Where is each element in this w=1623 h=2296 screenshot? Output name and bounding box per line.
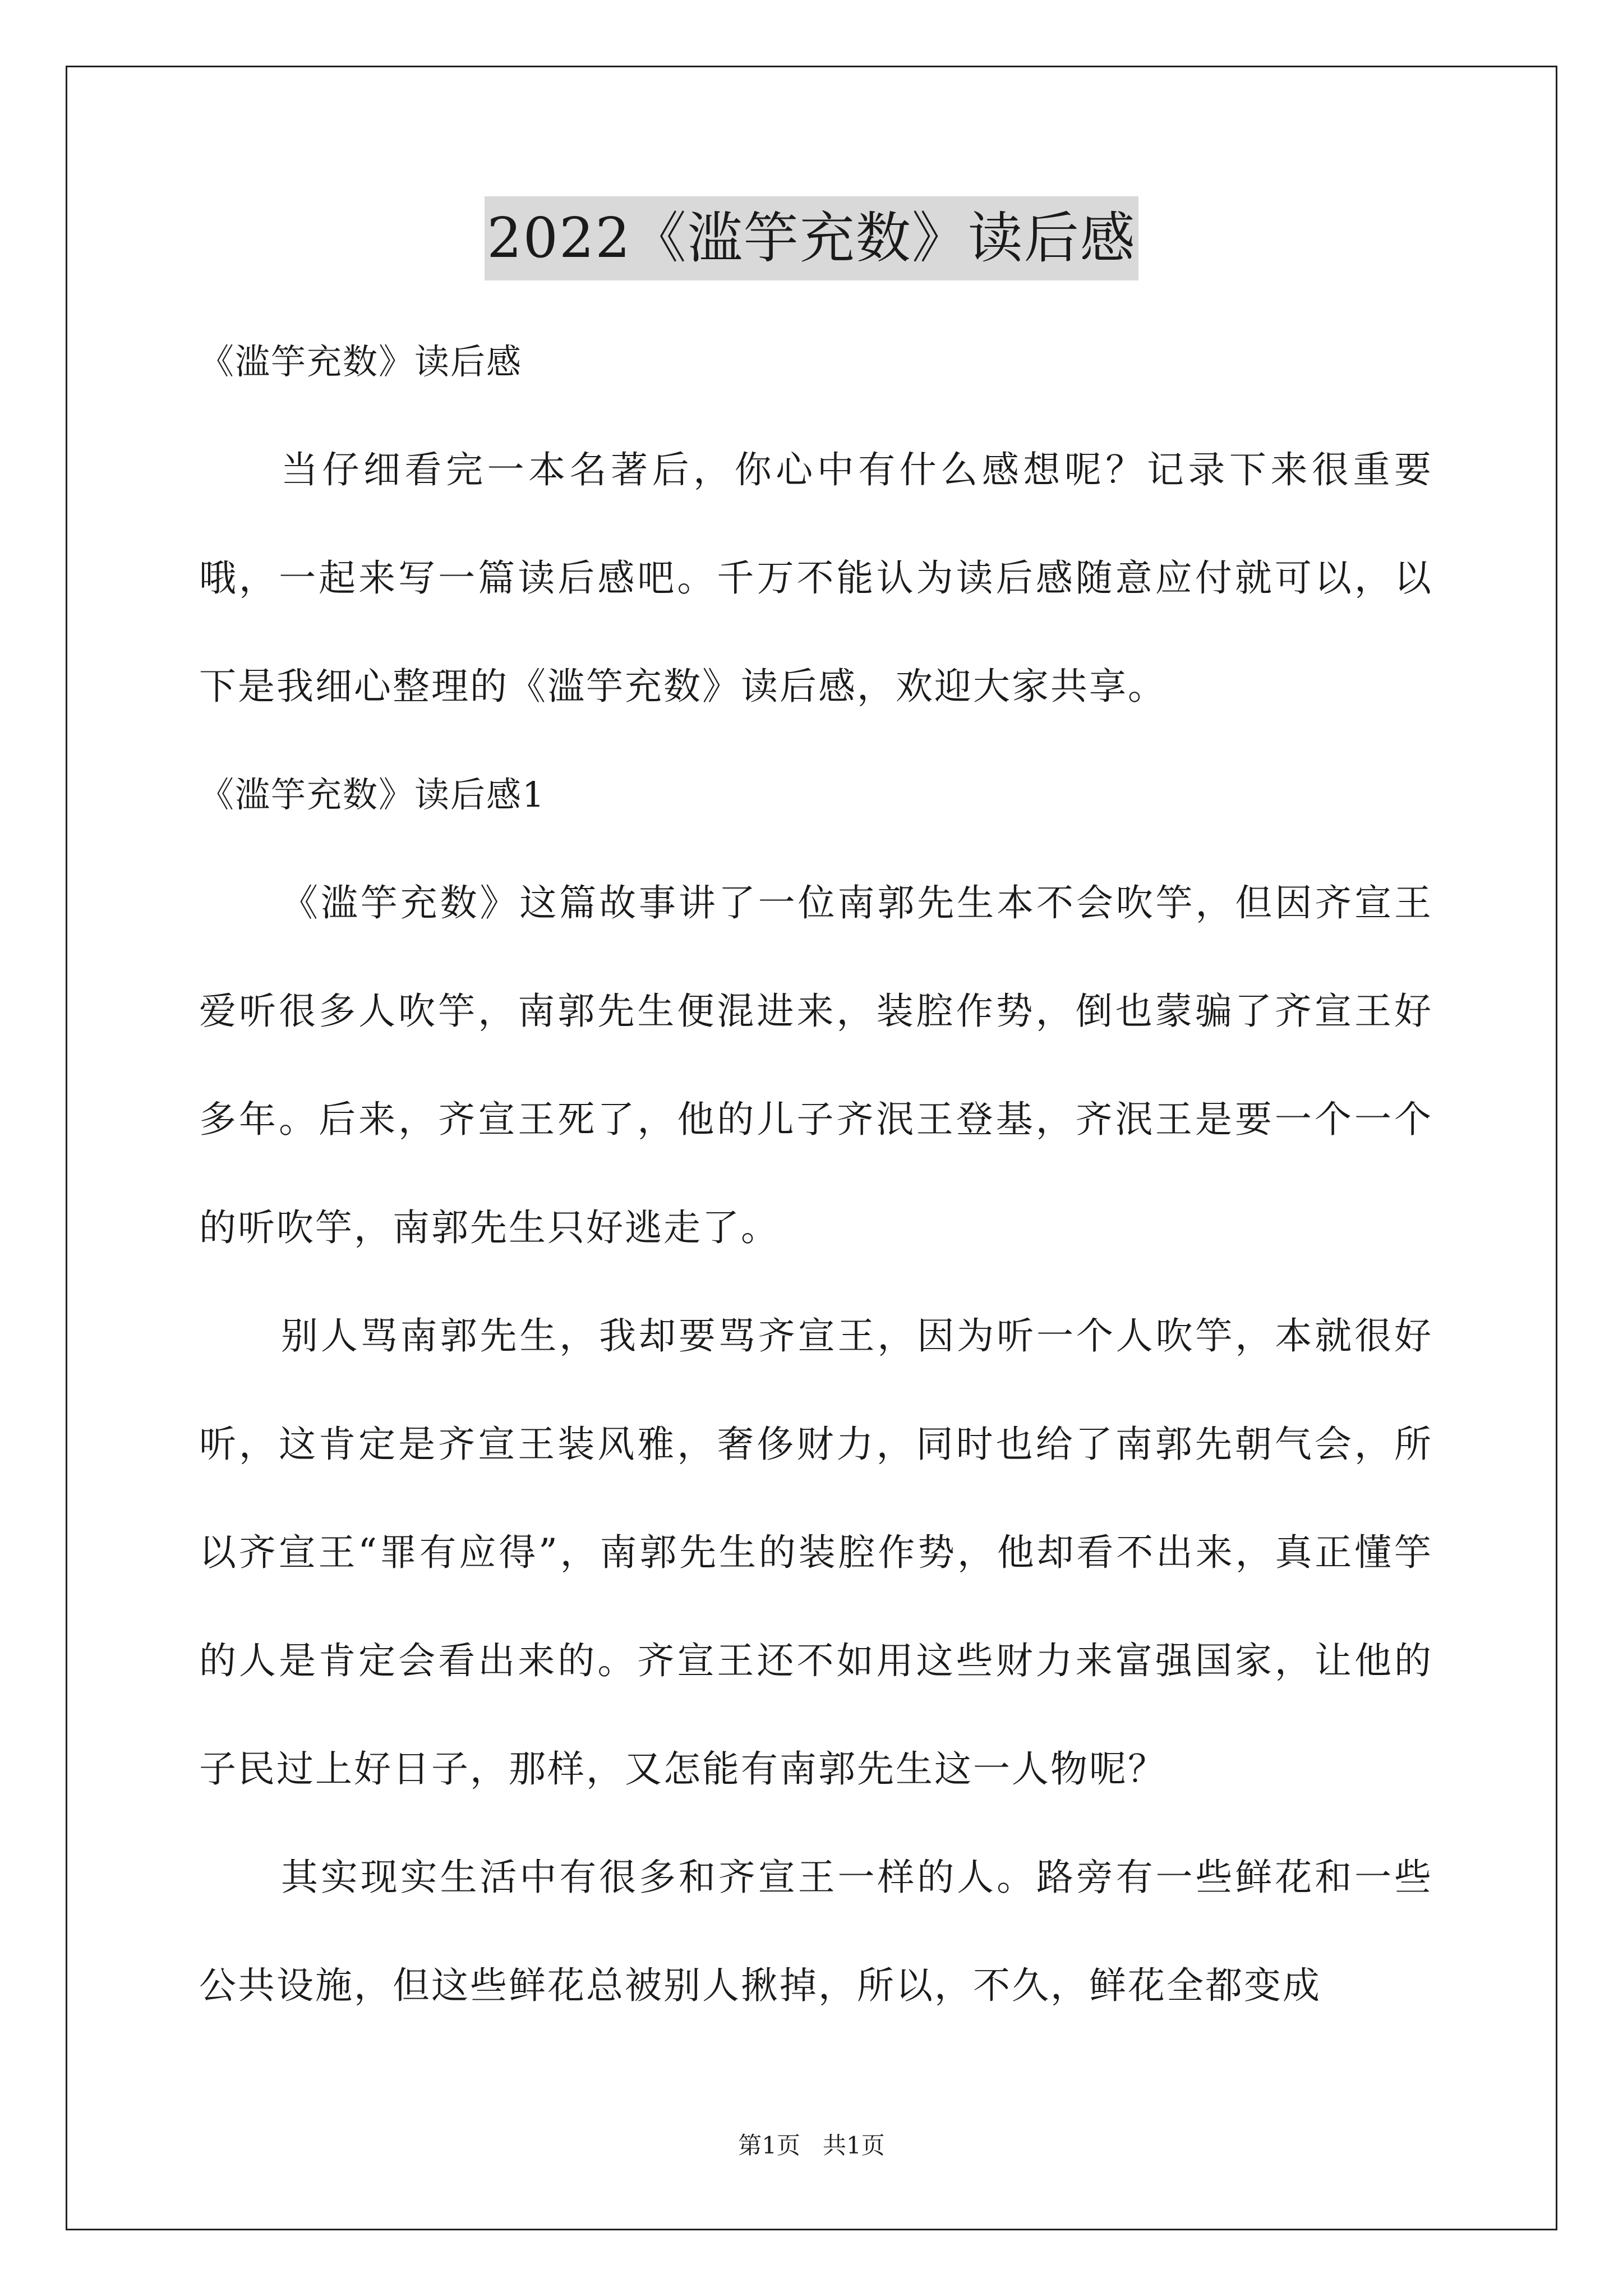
page-total: 共1页 (823, 2132, 885, 2159)
intro-paragraph: 当仔细看完一本名著后，你心中有什么感想呢？记录下来很重要哦，一起来写一篇读后感吧。千万不能认为读后感随意应付就可以，以下是我细心整理的《滥竽充数》读后感，欢迎大家共享。 (199, 448, 1433, 708)
page-footer (0, 2129, 1623, 2162)
body-paragraph-3: 其实现实生活中有很多和齐宣王一样的人。路旁有一些鲜花和一些公共设施，但这些鲜花总被别人揪掉，所以，不久，鲜花全都变成 (199, 1856, 1433, 2007)
body-paragraph-2: 别人骂南郭先生，我却要骂齐宣王，因为听一个人吹竽，本就很好听，这肯定是齐宣王装风雅，奢侈财力，同时也给了南郭先朝气会，所以齐宣王“罪有应得”，南郭先生的装腔作势，他却看不出来，真正懂竽的人是肯定会看出来的。齐宣王还不如用这些财力来富强国家，让他的子民过上好日子，那样，又怎能有南郭先生这一人物呢？ (199, 1314, 1433, 1791)
subtitle: 《滥竽充数》读后感 (199, 341, 523, 382)
page-number: 第1页 (738, 2132, 800, 2159)
document-body (199, 307, 1433, 2040)
body-paragraph-1: 《滥竽充数》这篇故事讲了一位南郭先生本不会吹竽，但因齐宣王爱听很多人吹竽，南郭先生便混进来，装腔作势，倒也蒙骗了齐宣王好多年。后来，齐宣王死了，他的儿子齐泯王登基，齐泯王是要一个一个的听吹竽，南郭先生只好逃走了。 (199, 881, 1433, 1249)
title-container (0, 196, 1623, 280)
section-heading: 《滥竽充数》读后感1 (199, 774, 546, 815)
document-title: 2022《滥竽充数》读后感 (485, 196, 1138, 280)
